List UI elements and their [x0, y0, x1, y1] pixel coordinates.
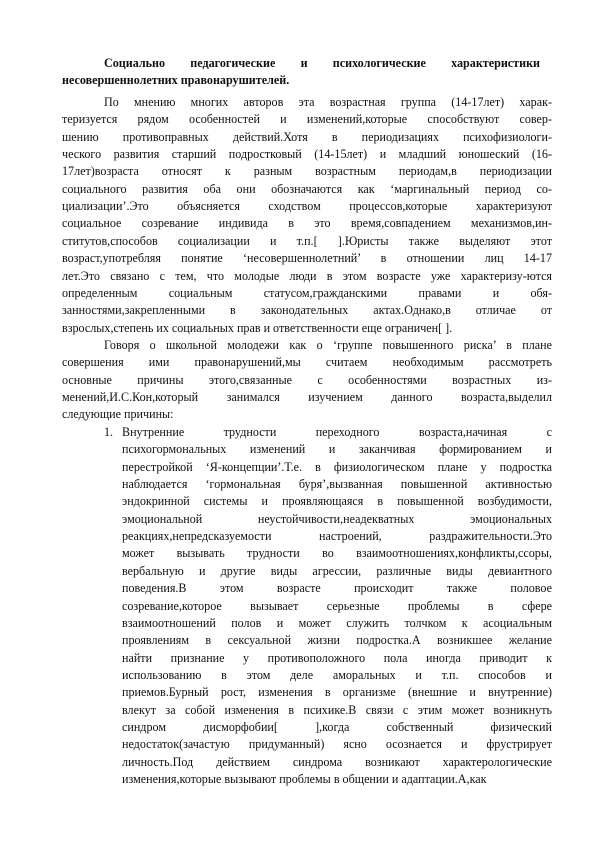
list-item-line: изменения,которые вызывают проблемы в общении и адаптации.А,как	[122, 772, 487, 786]
list-item-line: перестройкой ‘Я-концепции’.Т.е. в физиологическом плане у подростка	[122, 459, 552, 474]
paragraph-line: совершения ими правонарушений,мы считаем необходимым рассмотреть	[62, 355, 552, 370]
paragraph-line: определенным социальным статусом,гражданскими правами и обя-	[62, 285, 552, 300]
paragraph-line: занностями,закрепленными в законодательных актах.Однако,в отличае от	[62, 303, 552, 318]
list-item-line: поведения.В этом возрасте происходит также половое	[122, 581, 552, 596]
paragraph-line: ческого развития старший подростковый (14-15лет) и младший юношеский (16-	[62, 147, 552, 162]
paragraph-line: Говоря о школьной молодежи как о ‘группе повышенного риска’ в плане	[104, 338, 552, 352]
paragraph-line: возраст,употребляя понятие ‘несовершеннолетний’ в отношении лиц 14-17	[62, 251, 552, 266]
paragraph-line: следующие причины:	[62, 407, 174, 422]
paragraph-line: лет.Это связано с тем, что молодые люди в этом возрасте уже характеризу-ются	[62, 268, 552, 283]
title-line: несовершеннолетних правонарушителей.	[62, 73, 290, 88]
list-item-line: личность.Под действием синдрома возникают характерологические	[122, 754, 552, 769]
list-item-line: наблюдается ‘гормональная буря’,вызванная повышенной активностью	[122, 477, 552, 492]
paragraph-line: социальное созревание индивида в это время,совпадением механизмов,ин-	[62, 216, 552, 231]
list-item-line: влекут за собой изменения в психике.В связи с этим может возникнуть	[122, 702, 552, 717]
paragraph-line: менений,И.С.Кон,который занимался изучением данного возраста,выделил	[62, 390, 552, 405]
list-item-line: синдром дисморфобии[ ],когда собственный физический	[122, 719, 552, 734]
paragraph-line: взрослых,степень их социальных прав и ответственности еще ограничен[ ].	[62, 320, 453, 335]
paragraph-line: По мнению многих авторов эта возрастная группа (14-17лет) харак-	[104, 95, 552, 109]
list-item-number: 1.	[104, 425, 114, 439]
paragraph-line: основные причины этого,связанные с особенностями возрастных из-	[62, 372, 552, 387]
paragraph-line: теризуется рядом особенностей и изменений,которые способствуют совер-	[62, 112, 552, 127]
list-item-line: недостаток(зачастую придуманный) ясно осознается и фрустрирует	[122, 737, 552, 752]
paragraph-line: 17лет)возраста относят к разным возрастным периодам,в периодизации	[62, 164, 552, 179]
list-item-line: приемов.Бурный рост, изменения в организме (внешние и внутренние)	[122, 685, 552, 700]
list-item-line: эндокринной системы и проявляющаяся в повышенной возбудимости,	[122, 494, 552, 509]
paragraph-line: ститутов,способов социализации и т.п.[ ].Юристы также выделяют этот	[62, 233, 552, 248]
list-item-line: реакциях,непредсказуемости настроений, раздражительности.Это	[122, 529, 552, 544]
list-item-line: эмоциональной неустойчивости,неадекватных эмоциональных	[122, 511, 552, 526]
list-item-line: созревание,которое вызывает серьезные проблемы в сфере	[122, 598, 552, 613]
paragraph-line: социального развития оба они обозначаются как ‘маргинальный период со-	[62, 181, 552, 196]
list-item-line: использованию в этом деле аморальных и т.п. способов и	[122, 667, 552, 682]
list-item-line: найти признание у противоположного пола иногда приводит к	[122, 650, 552, 665]
list-item-line: проявлениям в сексуальной жизни подростка.А возникшее желание	[122, 633, 552, 648]
list-item-line: взаимоотношений полов и может служить толчком к асоциальным	[122, 615, 552, 630]
paragraph-line: шению противоправных действий.Хотя в периодизациях психофизиологи-	[62, 129, 552, 144]
list-item-line: вербальную и другие виды агрессии, различные виды девиантного	[122, 563, 552, 578]
list-item-line: может вызывать трудности во взаимоотношениях,конфликты,ссоры,	[122, 546, 552, 561]
list-item-line: психогормональных изменений и заканчивая формированием и	[122, 442, 552, 457]
title-line: Социально педагогические и психологические характеристики	[104, 56, 540, 70]
paragraph-line: циализации’.Это объясняется сходством процессов,которые характеризуют	[62, 199, 552, 214]
list-item-line: Внутренние трудности переходного возраста,начиная с	[122, 425, 552, 439]
